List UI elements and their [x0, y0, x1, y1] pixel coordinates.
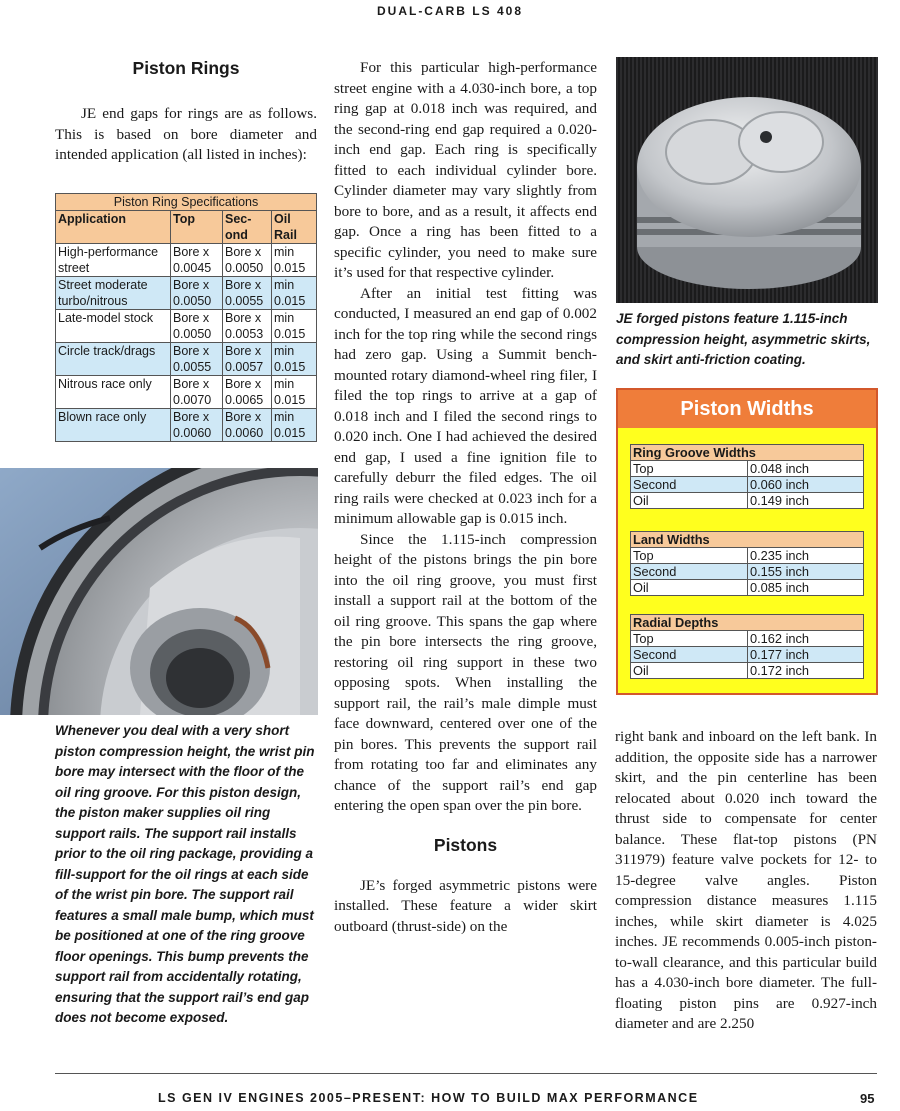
intro-paragraph: JE end gaps for rings are as follows. This is based on bore diameter and intended application (all listed in inches): [55, 105, 317, 163]
footer-divider [55, 1073, 877, 1074]
table-row [56, 343, 317, 376]
paragraph: JE’s forged asymmetric pistons were installed. These feature a wider skirt outboard (thrust-side) on the [334, 876, 597, 935]
je-forged-piston-photo [616, 57, 878, 303]
table-row [631, 631, 864, 647]
table-row [631, 548, 864, 564]
group-title: Radial Depths [631, 615, 864, 631]
table-cell: 0.149 inch [748, 493, 864, 509]
radial-depths-table [630, 614, 864, 679]
group-title: Land Widths [631, 532, 864, 548]
table-header: Sec-ond [223, 211, 272, 244]
table-cell: Oil [631, 580, 748, 596]
table-cell: Late-model stock [56, 310, 171, 343]
table-cell: Bore x 0.0070 [171, 376, 223, 409]
table-cell: Second [631, 647, 748, 663]
table-cell: Nitrous race only [56, 376, 171, 409]
table-cell: Bore x 0.0045 [171, 244, 223, 277]
table-cell: Top [631, 548, 748, 564]
paragraph: right bank and inboard on the left bank. In addition, the opposite side has a narrower skirt, and the pin centerline has been relocated about 0.020 inch toward the thrust side to compensate for center balance. These flat-top pistons (PN 311979) feature valve pockets for 12- to 15-degree valve angles. Piston compression distance measures 1.115 inches, while skirt diameter is 4.025 inches. JE recommends 0.005-inch piston-to-wall clearance, and this particular build has a 4.030-inch bore diameter. The full-floating piston pins are 0.927-inch diameter and are 2.250 [615, 728, 877, 1032]
running-footer: LS GEN IV ENGINES 2005–PRESENT: HOW TO BUILD MAX PERFORMANCE [158, 1091, 699, 1105]
table-row [631, 647, 864, 663]
table-row [631, 663, 864, 679]
table-row [631, 564, 864, 580]
table-row [56, 409, 317, 442]
piston-widths-sidebar [616, 388, 878, 695]
sidebar-title: Piston Widths [618, 390, 876, 428]
column-left [55, 58, 317, 166]
column-right [615, 727, 877, 1035]
page-number: 95 [860, 1091, 875, 1106]
table-row [631, 477, 864, 493]
table-cell: Blown race only [56, 409, 171, 442]
table-cell: 0.177 inch [748, 647, 864, 663]
table-cell: Bore x 0.0060 [223, 409, 272, 442]
table-row [631, 580, 864, 596]
table-cell: Bore x 0.0050 [171, 277, 223, 310]
table-cell: min 0.015 [272, 409, 317, 442]
table-row [56, 277, 317, 310]
table-cell: Circle track/drags [56, 343, 171, 376]
table-cell: 0.162 inch [748, 631, 864, 647]
table-cell: High-performance street [56, 244, 171, 277]
table-cell: Bore x 0.0050 [171, 310, 223, 343]
table-cell: min 0.015 [272, 343, 317, 376]
paragraph: After an initial test fitting was conducted, I measured an end gap of 0.002 inch for the top ring while the second rings had zero gap. Using a Summit bench-mounted rotary diamond-wheel ring filer, I filed the top rings to arrive at a gap of 0.018 inch and I filed the second rings to 0.020 inch. One I had achieved the desired end gap, I used a fine ignition file to carefully deburr the filed edges. The oil ring rails were checked at 0.023 inch for a minimum allowable gap is 0.015 inch. [334, 284, 597, 527]
land-widths-table [630, 531, 864, 596]
table-header: Oil Rail [272, 211, 317, 244]
photo-caption-je-pistons: JE forged pistons feature 1.115-inch compression height, asymmetric skirts, and skirt anti-friction coating. [616, 311, 871, 367]
table-header: Application [56, 211, 171, 244]
table-cell: min 0.015 [272, 244, 317, 277]
running-header: DUAL-CARB LS 408 [376, 4, 523, 18]
table-cell: Street moderate turbo/nitrous [56, 277, 171, 310]
table-cell: Oil [631, 493, 748, 509]
table-row [631, 493, 864, 509]
table-cell: 0.060 inch [748, 477, 864, 493]
table-row [56, 376, 317, 409]
ring-groove-widths-table [630, 444, 864, 509]
column-middle [334, 58, 597, 937]
table-cell: min 0.015 [272, 310, 317, 343]
table-title: Piston Ring Specifications [56, 194, 317, 211]
table-cell: Oil [631, 663, 748, 679]
paragraph: Since the 1.115-inch compression height of the pistons brings the pin bore into the oil ring groove, you must first install a support rail at the bottom of the oil ring groove. This spans the gap where the pin bore intersects the ring groove, restoring oil ring support in these two opposing spots. When installing the support rail, the rail’s male dimple must face downward, centered over one of the pin bores. This prevents the support rail from rotating too far and eliminates any chance of the support rail’s end gap entering the open span over the pin bore. [334, 530, 597, 814]
piston-ring-support-rail-photo [0, 468, 318, 715]
table-cell: 0.085 inch [748, 580, 864, 596]
group-title: Ring Groove Widths [631, 445, 864, 461]
table-cell: Bore x 0.0055 [223, 277, 272, 310]
table-cell: Top [631, 631, 748, 647]
table-cell: Top [631, 461, 748, 477]
table-cell: Bore x 0.0057 [223, 343, 272, 376]
table-header: Top [171, 211, 223, 244]
table-cell: Bore x 0.0060 [171, 409, 223, 442]
photo-caption-support-rail: Whenever you deal with a very short piston compression height, the wrist pin bore may intersect with the floor of the oil ring groove. For this piston design, the piston maker supplies oil ring support rails. The support rail installs prior to the oil ring package, providing a fill-support for the oil rings at each side of the wrist pin bore. The support rail features a small male bump, which must be positioned at one of the ring groove floor openings. This bump prevents the support rail from accidentally rotating, ensuring that the support rail’s end gap does not become exposed. [55, 723, 315, 1025]
paragraph: For this particular high-performance street engine with a 4.030-inch bore, a top ring gap at 0.018 inch was required, and the second-ring end gap required a 0.020-inch end gap. Each ring is specifically fitted to each individual cylinder bore. Cylinder diameter may vary slightly from bore to bore, and as a result, it affects end gap. Once a ring has been fitted to a specific cylinder, you need to make sure it’s used for that respective cylinder. [334, 59, 597, 281]
table-cell: Second [631, 477, 748, 493]
table-cell: Bore x 0.0053 [223, 310, 272, 343]
table-row [56, 310, 317, 343]
table-cell: 0.172 inch [748, 663, 864, 679]
table-cell: min 0.015 [272, 376, 317, 409]
table-cell: 0.235 inch [748, 548, 864, 564]
table-row [56, 244, 317, 277]
table-cell: Bore x 0.0055 [171, 343, 223, 376]
table-cell: Bore x 0.0065 [223, 376, 272, 409]
table-cell: Bore x 0.0050 [223, 244, 272, 277]
piston-ring-spec-table [55, 193, 317, 442]
table-cell: Second [631, 564, 748, 580]
table-cell: min 0.015 [272, 277, 317, 310]
section-heading-piston-rings: Piston Rings [132, 58, 240, 78]
table-cell: 0.155 inch [748, 564, 864, 580]
section-heading-pistons: Pistons [433, 834, 498, 855]
table-cell: 0.048 inch [748, 461, 864, 477]
table-row [631, 461, 864, 477]
